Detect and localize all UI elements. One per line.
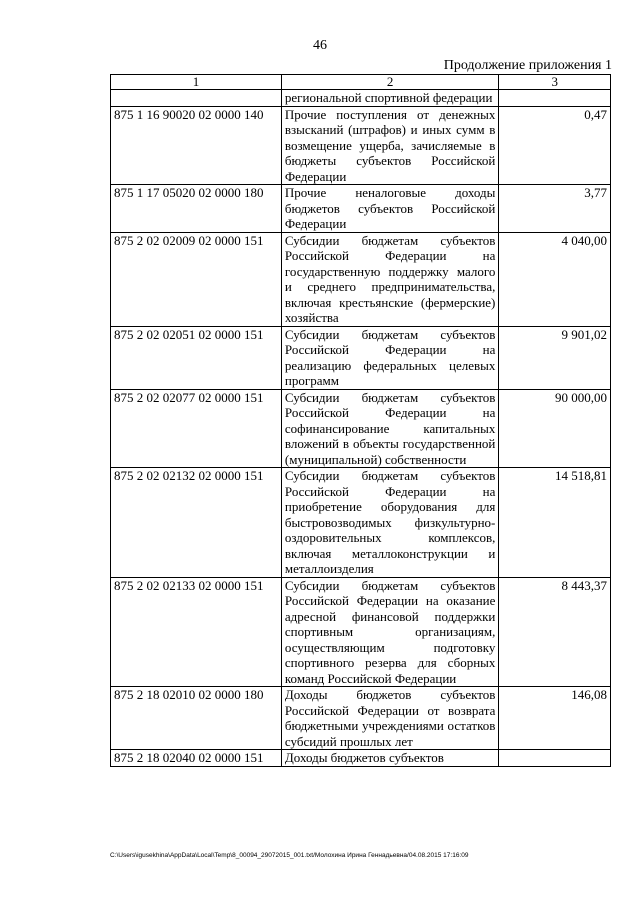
budget-code: 875 1 17 05020 02 0000 180 <box>111 185 282 233</box>
file-path-footer: C:\Users\igusekhina\AppData\Local\Temp\8_00094_29072015_001.txt/Молохина Ирина Геннадьевна/04.08.2015 17:16:09 <box>110 852 469 859</box>
budget-code <box>111 90 282 107</box>
amount: 8 443,37 <box>499 577 611 687</box>
budget-code: 875 2 02 02077 02 0000 151 <box>111 389 282 468</box>
page-number: 46 <box>313 38 327 53</box>
revenue-name: Субсидии бюджетам субъектов Российской Федерации на софинансирование капитальных вложений в объекты государственной (муниципальной) собственности <box>281 389 498 468</box>
revenue-name: Доходы бюджетов субъектов <box>281 750 498 767</box>
table-row <box>111 106 611 185</box>
budget-code: 875 2 02 02133 02 0000 151 <box>111 577 282 687</box>
budget-code: 875 2 18 02010 02 0000 180 <box>111 687 282 750</box>
table-row <box>111 232 611 326</box>
budget-code: 875 2 02 02132 02 0000 151 <box>111 468 282 578</box>
table-header-row <box>111 75 611 90</box>
table-row <box>111 185 611 233</box>
continuation-label: Продолжение приложения 1 <box>443 58 612 73</box>
table-row <box>111 750 611 767</box>
amount: 3,77 <box>499 185 611 233</box>
revenue-name: Субсидии бюджетам субъектов Российской Федерации на государственную поддержку малого и среднего предпринимательства, включая крестьянские (фермерские) хозяйства <box>281 232 498 326</box>
amount: 90 000,00 <box>499 389 611 468</box>
amount <box>499 750 611 767</box>
budget-code: 875 2 18 02040 02 0000 151 <box>111 750 282 767</box>
revenue-name: Прочие неналоговые доходы бюджетов субъектов Российской Федерации <box>281 185 498 233</box>
revenue-name: Субсидии бюджетам субъектов Российской Федерации на реализацию федеральных целевых программ <box>281 326 498 389</box>
table-row <box>111 90 611 107</box>
amount: 14 518,81 <box>499 468 611 578</box>
column-header: 1 <box>111 75 282 90</box>
revenue-name: Субсидии бюджетам субъектов Российской Федерации на оказание адресной финансовой поддержки спортивным организациям, осуществляющим подготовку спортивного резерва для сборных команд Российской Федерации <box>281 577 498 687</box>
revenue-name: Доходы бюджетов субъектов Российской Федерации от возврата бюджетными учреждениями остатков субсидий прошлых лет <box>281 687 498 750</box>
budget-code: 875 1 16 90020 02 0000 140 <box>111 106 282 185</box>
budget-table <box>110 74 611 767</box>
amount: 146,08 <box>499 687 611 750</box>
table-row <box>111 326 611 389</box>
amount: 4 040,00 <box>499 232 611 326</box>
column-header: 3 <box>499 75 611 90</box>
table-row <box>111 389 611 468</box>
table-row <box>111 577 611 687</box>
amount <box>499 90 611 107</box>
revenue-name: региональной спортивной федерации <box>281 90 498 107</box>
revenue-name: Субсидии бюджетам субъектов Российской Федерации на приобретение оборудования для быстровозводимых физкультурно-оздоровительных комплексов, включая металлоконструкции и металлоизделия <box>281 468 498 578</box>
amount: 9 901,02 <box>499 326 611 389</box>
amount: 0,47 <box>499 106 611 185</box>
budget-code: 875 2 02 02051 02 0000 151 <box>111 326 282 389</box>
table-row <box>111 468 611 578</box>
revenue-name: Прочие поступления от денежных взысканий (штрафов) и иных сумм в возмещение ущерба, зачисляемые в бюджеты субъектов Российской Федерации <box>281 106 498 185</box>
table-row <box>111 687 611 750</box>
column-header: 2 <box>281 75 498 90</box>
budget-code: 875 2 02 02009 02 0000 151 <box>111 232 282 326</box>
